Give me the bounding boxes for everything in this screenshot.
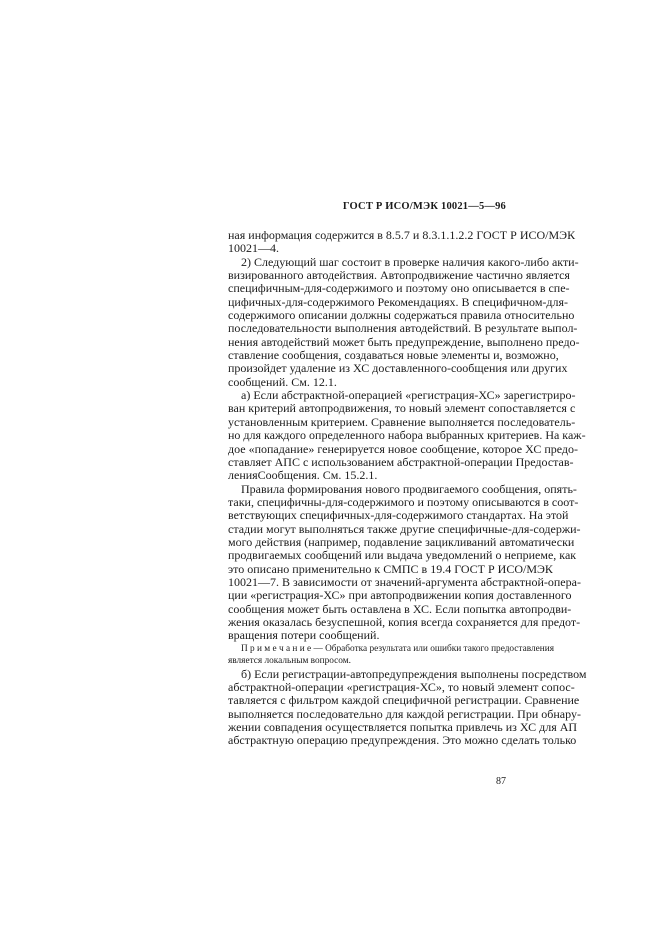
text-line: сообщения может быть оставлена в ХС. Если попытка автопродви- — [228, 601, 572, 616]
text-line: сообщений. См. 12.1. — [228, 374, 337, 389]
text-line: продвигаемых сообщений или выдача уведомлений о неприеме, как — [228, 548, 577, 563]
text-line: ная информация содержится в 8.5.7 и 8.3.1.1.2.2 ГОСТ Р ИСО/МЭК — [228, 228, 576, 242]
text-line: установленным критерием. Сравнение выполняется последователь- — [228, 414, 576, 429]
text-line: жения оказалась безуспешной, копия всегда сохраняется для предот- — [228, 614, 581, 629]
running-header: ГОСТ Р ИСО/МЭК 10021—5—96 — [342, 201, 506, 212]
text-line: б) Если регистрации-автопредупреждения выполнены посредством — [241, 666, 587, 681]
text-line: ленияСообщения. См. 15.2.1. — [228, 468, 378, 483]
text-line: ветствующих специфичных-для-содержимого стандартах. На этой — [228, 508, 569, 523]
text-line: Правила формирования нового продвигаемого сообщения, опять- — [241, 481, 577, 496]
text-line: но для каждого определенного набора выбранных критериев. На каж- — [228, 428, 586, 443]
text-line: содержимого описании должны содержаться правила относительно — [228, 308, 575, 323]
text-line: нения автодействий может быть предупреждение, выполнено предо- — [228, 334, 580, 349]
text-line: 10021—4. — [228, 241, 279, 256]
note-line: П р и м е ч а н и е — Обработка результата или ошибки такого предоставления — [241, 643, 554, 654]
text-line: произойдет удаление из ХС доставленного-сообщения или других — [228, 361, 568, 376]
note-line: является локальным вопросом. — [228, 656, 351, 667]
text-line: ван критерий автопродвижения, то новый элемент сопоставляется с — [228, 401, 576, 416]
text-line: ставление сообщения, создаваться новые элементы и, возможно, — [228, 348, 559, 363]
text-line: 2) Следующий шаг состоит в проверке наличия какого-либо акти- — [241, 254, 579, 269]
text-line: цифичных-для-содержимого Рекомендациях. В специфичном-для- — [228, 294, 569, 309]
text-line: таки, специфичны-для-содержимого и поэтому описываются в соот- — [228, 494, 579, 509]
text-line: дое «попадание» генерируется новое сообщение, которое ХС предо- — [228, 441, 579, 456]
text-line: тавляется с фильтром каждой специфичной регистрации. Сравнение — [228, 693, 580, 708]
text-line: ставляет АПС с использованием абстрактной-операции Предостав- — [228, 454, 574, 469]
text-line: а) Если абстрактной-операцией «регистрация-ХС» зарегистриро- — [241, 388, 576, 403]
text-line: стадии могут выполняться также другие специфичные-для-содержи- — [228, 521, 581, 536]
text-line: абстрактную операцию предупреждения. Это можно сделать только — [228, 733, 577, 748]
text-line: абстрактной-операции «регистрация-ХС», то новый элемент сопос- — [228, 680, 575, 694]
text-line: это описано применительно к СМПС в 19.4 ГОСТ Р ИСО/МЭК — [228, 561, 553, 576]
text-line: вращения потери сообщений. — [228, 628, 380, 643]
text-line: ции «регистрация-ХС» при автопродвижении копия доставленного — [228, 588, 572, 603]
page-number: 87 — [496, 776, 506, 787]
body-text — [228, 228, 587, 748]
text-line: последовательности выполнения автодействий. В результате выпол- — [228, 321, 578, 336]
text-line: выполняется последовательно для каждой регистрации. При обнару- — [228, 706, 581, 721]
text-line: визированного автодействия. Автопродвижение частично является — [228, 268, 570, 283]
text-line: 10021—7. В зависимости от значений-аргумента абстрактной-опера- — [228, 574, 581, 589]
text-line: специфичным-для-содержимого и поэтому оно описывается в спе- — [228, 281, 570, 296]
text-line: жении совпадения осуществляется попытка привлечь из ХС для АП — [228, 720, 578, 735]
text-line: мого действия (например, подавление зацикливаний автоматически — [228, 534, 575, 549]
